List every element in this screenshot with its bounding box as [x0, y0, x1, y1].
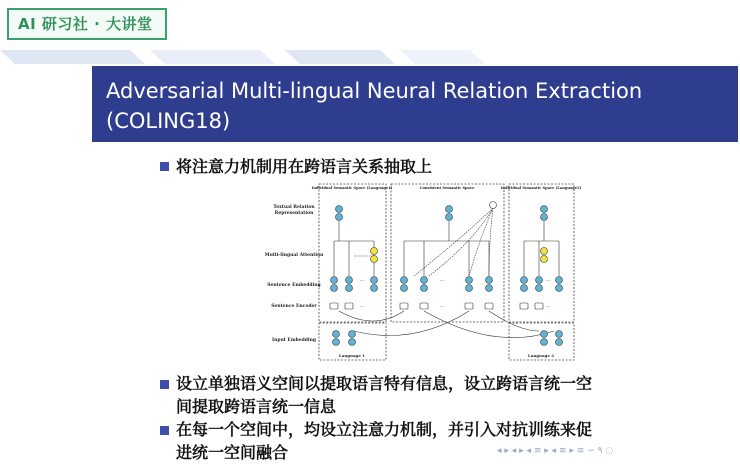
slide-title: [92, 66, 738, 142]
lang-label-2: Language 2: [527, 353, 555, 358]
bullet-text-3-line-2: 进统一空间融合: [176, 443, 289, 462]
box-title-right: Individual Semantic Space (Language2): [500, 186, 582, 190]
lang-label-1: Language 1: [338, 353, 366, 358]
bullet-text-2-line-2: 间提取跨语言统一信息: [176, 397, 337, 416]
bullet-text-2: [176, 372, 592, 418]
svg-text:Representation: Representation: [274, 211, 314, 216]
box-center: [391, 184, 504, 322]
svg-text:...: ...: [360, 277, 365, 283]
architecture-figure: [264, 181, 582, 367]
title-line-1: Adversarial Multi-lingual Neural Relation Extraction: [106, 79, 643, 103]
beamer-navigation[interactable]: [497, 446, 737, 460]
row-label-sentence-encoder: Sentence Encoder: [271, 304, 317, 309]
bullet-marker-3: [160, 426, 169, 435]
svg-text:...: ...: [440, 303, 445, 309]
row-label-input-embedding: Input Embedding: [271, 338, 317, 343]
bullet-text-2-line-1: 设立单独语义空间以提取语言特有信息，设立跨语言统一空: [176, 374, 593, 393]
row-label-attention: Multi-lingual Attention: [264, 253, 324, 258]
bullet-marker-1: [160, 162, 169, 171]
decorative-stripes: [0, 50, 740, 64]
svg-text:...: ...: [546, 277, 551, 283]
brand-badge: [7, 8, 167, 40]
brand-label: AI 研习社 · 大讲堂: [18, 15, 153, 33]
box-title-center: Consistent Semantic Space: [419, 186, 475, 190]
svg-text:...: ...: [360, 303, 365, 309]
bullet-text-1: 将注意力机制用在跨语言关系抽取上: [176, 157, 433, 176]
svg-text:...: ...: [546, 303, 551, 309]
bullet-text-3-line-1: 在每一个空间中，均设立注意力机制，并引入对抗训练来促: [176, 420, 593, 439]
row-label-sentence-embedding: Sentence Embedding: [267, 283, 321, 288]
svg-text:...: ...: [440, 277, 445, 283]
row-label-textual-relation: Textual Relation: [273, 205, 315, 210]
title-line-2: (COLING18): [106, 109, 231, 133]
bullet-marker-2: [160, 380, 169, 389]
box-title-left: Individual Semantic Space (Language1): [311, 186, 393, 190]
nav-symbols[interactable]: ◂ ▸ ◂ ▸ ◂ ≡ ▸ ◂ ≡ ▸ ≡ ∽ ۹ ◌: [497, 446, 614, 456]
